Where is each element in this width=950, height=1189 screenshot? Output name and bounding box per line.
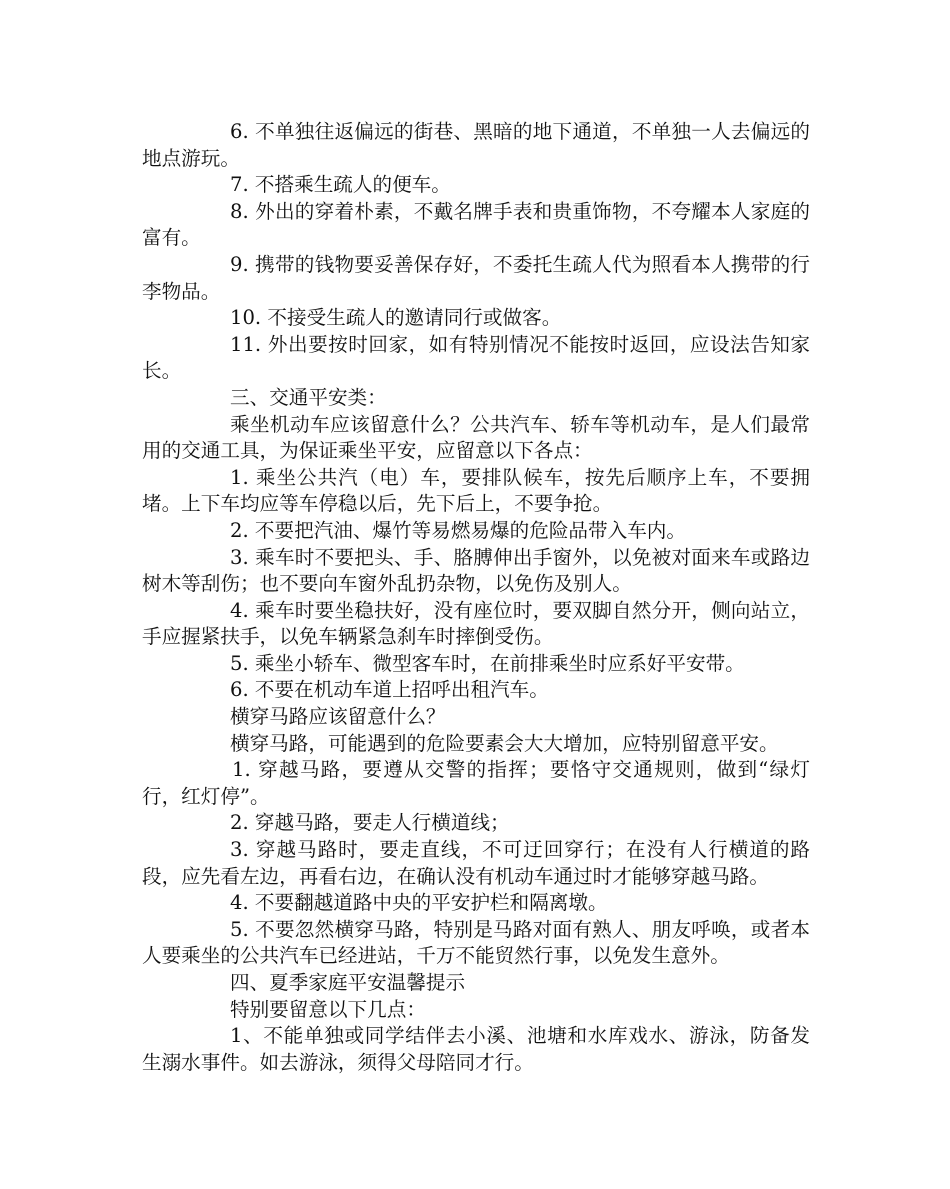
paragraph-vehicle-intro: 乘坐机动车应该留意什么？公共汽车、轿车等机动车，是人们最常用的交通工具，为保证乘坐平安，应留意以下各点：: [142, 412, 810, 463]
section-heading-traffic: 三、交通平安类：: [230, 385, 387, 409]
paragraph-vehicle-4: 4. 乘车时要坐稳扶好，没有座位时，要双脚自然分开，侧向站立，手应握紧扶手，以免车辆紧急刹车时摔倒受伤。: [142, 598, 810, 649]
paragraph-crossing-2: 2. 穿越马路，要走人行横道线；: [230, 811, 510, 835]
subheading-crossing: 横穿马路应该留意什么？: [230, 705, 446, 729]
paragraph-vehicle-3: 3. 乘车时不要把头、手、胳膊伸出手窗外，以免被对面来车或路边树木等刮伤；也不要向车窗外乱扔杂物，以免伤及别人。: [142, 545, 810, 596]
paragraph-item-8: 8. 外出的穿着朴素，不戴名牌手表和贵重饰物，不夸耀本人家庭的富有。: [142, 199, 810, 250]
paragraph-summer-intro: 特别要留意以下几点：: [230, 997, 426, 1021]
paragraph-item-11: 11. 外出要按时回家，如有特别情况不能按时返回，应设法告知家长。: [142, 332, 810, 383]
paragraph-vehicle-2: 2. 不要把汽油、爆竹等易燃易爆的危险品带入车内。: [230, 518, 686, 542]
paragraph-crossing-1: 1. 穿越马路，要遵从交警的指挥；要恪守交通规则，做到“绿灯行，红灯停”。: [142, 758, 810, 808]
document-body: [142, 119, 810, 1076]
paragraph-item-10: 10. 不接受生疏人的邀请同行或做客。: [230, 306, 562, 330]
paragraph-summer-1: 1、不能单独或同学结伴去小溪、池塘和水库戏水、游泳，防备发生溺水事件。如去游泳，须得父母陪同才行。: [142, 1024, 810, 1074]
paragraph-item-6: 6. 不单独往返偏远的街巷、黑暗的地下通道，不单独一人去偏远的地点游玩。: [142, 120, 810, 170]
paragraph-crossing-4: 4. 不要翻越道路中央的平安护栏和隔离墩。: [230, 891, 608, 915]
paragraph-crossing-intro: 横穿马路，可能遇到的危险要素会大大增加，应特别留意平安。: [230, 731, 779, 755]
paragraph-item-9: 9. 携带的钱物要妥善保存好，不委托生疏人代为照看本人携带的行李物品。: [142, 252, 810, 303]
paragraph-crossing-3: 3. 穿越马路时，要走直线，不可迂回穿行；在没有人行横道的路段，应先看左边，再看右边，在确认没有机动车通过时才能够穿越马路。: [142, 838, 810, 888]
paragraph-vehicle-6: 6. 不要在机动车道上招呼出租汽车。: [230, 678, 549, 702]
paragraph-vehicle-1: 1. 乘坐公共汽（电）车，要排队候车，按先后顺序上车，不要拥堵。上下车均应等车停稳以后，先下后上，不要争抢。: [142, 465, 810, 516]
paragraph-vehicle-5: 5. 乘坐小轿车、微型客车时，在前排乘坐时应系好平安带。: [230, 651, 745, 675]
section-heading-summer: 四、夏季家庭平安温馨提示: [230, 971, 466, 994]
paragraph-item-7: 7. 不搭乘生疏人的便车。: [230, 173, 451, 197]
paragraph-crossing-5: 5. 不要忽然横穿马路，特别是马路对面有熟人、朋友呼唤，或者本人要乘坐的公共汽车已经进站，千万不能贸然行事，以免发生意外。: [142, 917, 810, 968]
